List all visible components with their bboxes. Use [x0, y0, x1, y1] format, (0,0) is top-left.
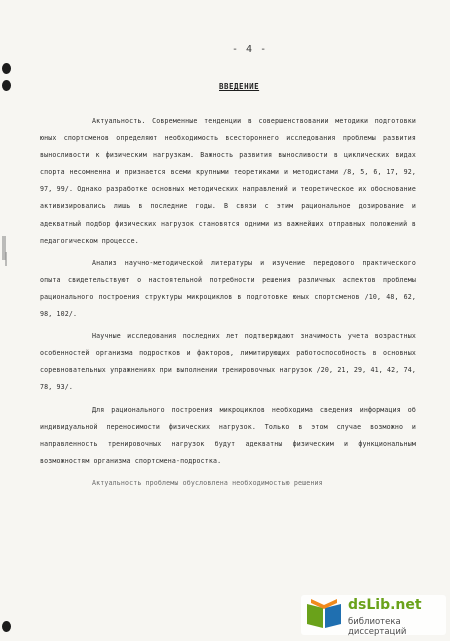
watermark-title: dsLib.net — [348, 597, 422, 613]
body-text — [40, 113, 416, 492]
punch-hole-mark — [2, 63, 11, 74]
dslib-watermark — [301, 595, 446, 635]
punch-hole-mark — [2, 621, 11, 632]
paragraph: Научные исследования последних лет подтверждают значимость учета возрастных особенностей организма подростков и факторов, лимитирующих работоспособность в основных соревновательных упражнениях при выполнении тренировочных нагрузок /20, 21, 29, 41, 42, 74, 78, 93/. — [40, 332, 416, 392]
paragraph: Актуальность проблемы обусловлена необходимостью решения — [92, 478, 323, 487]
punch-hole-mark — [2, 80, 11, 91]
binding-edge-mark — [5, 252, 7, 266]
paragraph: Актуальность. Современные тенденции в совершенствовании методики подготовки юных спортсменов определяют необходимость всестороннего исследования проблемы развития выносливости к физическим нагрузкам. Важность развития выносливости в циклических видах спорта несомненна и признается всеми крупными теоретиками и методистами /8, 5, 6, 17, 92, 97, 99/. Однако разработке основных методических направлений и теоретическое их обоснование активизировались лишь в последние годы. В связи с этим рациональное дозирование и адекватный подбор физических нагрузок становятся одними из важнейших отправных положений в педагогическом процессе. — [40, 117, 416, 245]
section-heading: ВВЕДЕНИЕ — [219, 82, 260, 91]
paragraph: Анализ научно-методической литературы и изучение передового практического опыта свидетельствуют о настоятельной потребности решения различных аспектов проблемы рационального построения структуры микроциклов в подготовке юных спортсменов /10, 48, 62, 98, 102/. — [40, 258, 416, 319]
book-logo-icon — [303, 596, 345, 632]
paragraph: Для рационального построения микроциклов необходима сведения информация об индивидуальной переносимости физических нагрузок. Только в этом случае возможно и направленность тренировочных нагрузок будут адекватны физическим и функциональным возможностям организма спортсмена-подростка. — [40, 405, 416, 465]
watermark-subtitle: библиотека диссертаций — [348, 617, 407, 637]
page-number: - 4 - — [232, 44, 268, 55]
